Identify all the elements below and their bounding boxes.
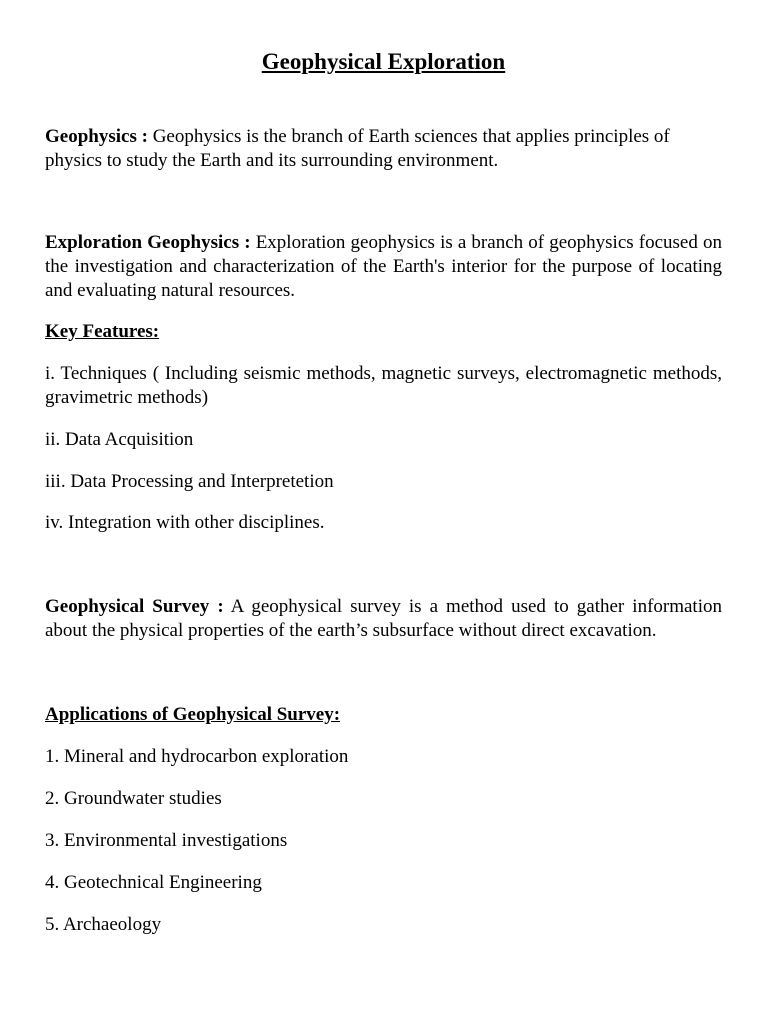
- key-feature-item: ii. Data Acquisition: [45, 429, 194, 450]
- document-title: Geophysical Exploration: [261, 49, 506, 74]
- applications-heading: Applications of Geophysical Survey:: [45, 704, 341, 725]
- geophysics-definition-text: Geophysics is the branch of Earth sciences that applies principles of physics to study the Earth and its surrounding environment.: [45, 126, 670, 171]
- application-item: 5. Archaeology: [45, 914, 162, 935]
- application-item: 1. Mineral and hydrocarbon exploration: [45, 746, 349, 767]
- geophysical-survey-definition: [45, 595, 722, 643]
- geophysics-term: Geophysics :: [45, 126, 148, 147]
- exploration-geophysics-term: Exploration Geophysics :: [45, 232, 251, 253]
- exploration-geophysics-definition: [45, 231, 722, 303]
- key-feature-item: iii. Data Processing and Interpretetion: [45, 471, 334, 492]
- key-feature-item: iv. Integration with other disciplines.: [45, 512, 325, 533]
- geophysics-definition: [45, 125, 722, 173]
- geophysical-survey-term: Geophysical Survey :: [45, 596, 224, 617]
- key-features-heading: Key Features:: [45, 321, 160, 342]
- application-item: 3. Environmental investigations: [45, 830, 288, 851]
- exploration-geophysics-definition-text: Exploration geophysics is a branch of geophysics focused on the investigation and characterization of the Earth's interior for the purpose of locating and evaluating natural resources.: [45, 232, 722, 301]
- application-item: 2. Groundwater studies: [45, 788, 222, 809]
- geophysical-survey-definition-text: A geophysical survey is a method used to gather information about the physical properties of the earth’s subsurface without direct excavation.: [45, 596, 722, 641]
- key-feature-item: i. Techniques ( Including seismic methods, magnetic surveys, electromagnetic methods, gravimetric methods): [45, 363, 722, 408]
- application-item: 4. Geotechnical Engineering: [45, 872, 262, 893]
